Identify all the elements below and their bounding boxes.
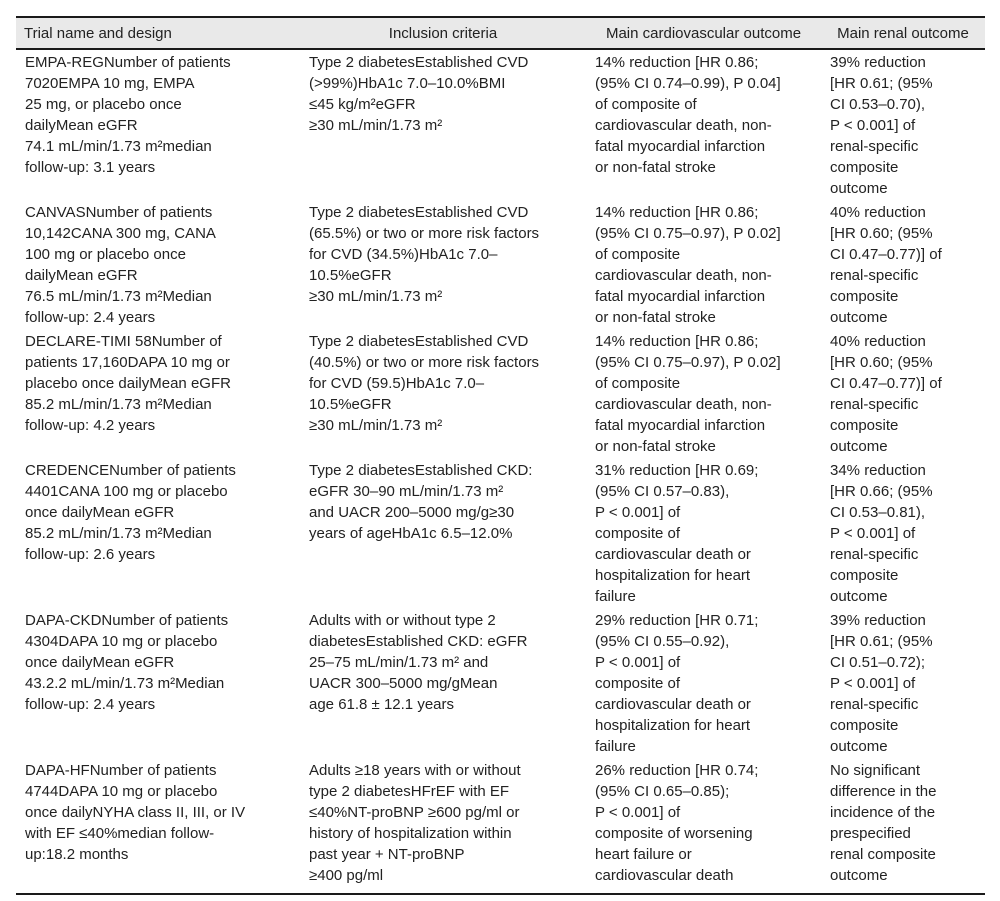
column-header-renal-outcome: Main renal outcome (821, 17, 985, 49)
table-row (16, 758, 985, 894)
cell-cardiovascular-outcome: 14% reduction [HR 0.86; (95% CI 0.74–0.99), P 0.04] of composite of cardiovascular death, non- fatal myocardial infarction or non-fatal stroke (595, 54, 781, 176)
cell-renal-outcome: 34% reduction [HR 0.66; (95% CI 0.53–0.81), P < 0.001] of renal-specific composite outcome (830, 462, 933, 605)
cell-renal-outcome: 40% reduction [HR 0.60; (95% CI 0.47–0.77)] of renal-specific composite outcome (830, 333, 942, 455)
cell-trial: CREDENCENumber of patients 4401CANA 100 mg or placebo once dailyMean eGFR 85.2 mL/min/1.73 m²Median follow-up: 2.6 years (25, 462, 236, 563)
column-header-inclusion: Inclusion criteria (300, 17, 586, 49)
cell-cardiovascular-outcome: 26% reduction [HR 0.74; (95% CI 0.65–0.85); P < 0.001] of composite of worsening heart failure or cardiovascular death (586, 758, 821, 894)
cell-inclusion: Adults with or without type 2 diabetesEstablished CKD: eGFR 25–75 mL/min/1.73 m² and UACR 300–5000 mg/gMean age 61.8 ± 12.1 years (309, 612, 528, 713)
cell-cardiovascular-outcome: 14% reduction [HR 0.86; (95% CI 0.75–0.97), P 0.02] of composite cardiovascular death, non- fatal myocardial infarction or non-fatal stroke (595, 204, 781, 326)
cell-trial: CANVASNumber of patients 10,142CANA 300 mg, CANA 100 mg or placebo once dailyMean eGFR 76.5 mL/min/1.73 m²Median follow-up: 2.4 years (25, 204, 216, 326)
cell-inclusion: Type 2 diabetesEstablished CVD (>99%)HbA1c 7.0–10.0%BMI ≤45 kg/m²eGFR ≥30 mL/min/1.73 m² (309, 54, 529, 134)
column-header-cardiovascular-outcome: Main cardiovascular outcome (586, 17, 821, 49)
table-row (16, 458, 985, 608)
table-body (16, 49, 985, 894)
cell-renal-outcome: 39% reduction [HR 0.61; (95% CI 0.53–0.70), P < 0.001] of renal-specific composite outcome (830, 54, 933, 197)
table-row (16, 200, 985, 329)
cell-trial: EMPA-REGNumber of patients 7020EMPA 10 mg, EMPA 25 mg, or placebo once dailyMean eGFR 74.1 mL/min/1.73 m²median follow-up: 3.1 years (25, 54, 231, 176)
cell-trial: DECLARE-TIMI 58Number of patients 17,160DAPA 10 mg or placebo once dailyMean eGFR 85.2 mL/min/1.73 m²Median follow-up: 4.2 years (25, 333, 231, 434)
cell-renal-outcome: 39% reduction [HR 0.61; (95% CI 0.51–0.72); P < 0.001] of renal-specific composite outcome (830, 612, 933, 755)
table-header (16, 17, 985, 49)
cell-renal-outcome: 40% reduction [HR 0.60; (95% CI 0.47–0.77)] of renal-specific composite outcome (830, 204, 942, 326)
trial-summary-table-container (16, 16, 985, 895)
cell-inclusion: Type 2 diabetesEstablished CVD (40.5%) or two or more risk factors for CVD (59.5)HbA1c 7.0– 10.5%eGFR ≥30 mL/min/1.73 m² (309, 333, 540, 434)
cell-trial: DAPA-CKDNumber of patients 4304DAPA 10 mg or placebo once dailyMean eGFR 43.2.2 mL/min/1.73 m²Median follow-up: 2.4 years (25, 612, 229, 713)
cell-cardiovascular-outcome: 14% reduction [HR 0.86; (95% CI 0.75–0.97), P 0.02] of composite cardiovascular death, non- fatal myocardial infarction or non-fatal stroke (595, 333, 781, 455)
cell-inclusion: Adults ≥18 years with or without type 2 diabetesHFrEF with EF ≤40%NT-proBNP ≥600 pg/ml or history of hospitalization within past year + NT-proBNP ≥400 pg/ml (300, 758, 586, 894)
column-header-trial: Trial name and design (16, 17, 300, 49)
cell-trial: DAPA-HFNumber of patients 4744DAPA 10 mg or placebo once dailyNYHA class II, III, or IV with EF ≤40%median follow- up:18.2 months (16, 758, 300, 894)
table-row (16, 329, 985, 458)
cell-inclusion: Type 2 diabetesEstablished CVD (65.5%) or two or more risk factors for CVD (34.5%)HbA1c 7.0– 10.5%eGFR ≥30 mL/min/1.73 m² (309, 204, 540, 305)
trial-summary-table (16, 16, 985, 895)
cell-inclusion: Type 2 diabetesEstablished CKD: eGFR 30–90 mL/min/1.73 m² and UACR 200–5000 mg/g≥30 years of ageHbA1c 6.5–12.0% (309, 462, 533, 542)
table-row (16, 49, 985, 200)
table-row (16, 608, 985, 758)
header-row (16, 17, 985, 49)
cell-cardiovascular-outcome: 29% reduction [HR 0.71; (95% CI 0.55–0.92), P < 0.001] of composite of cardiovascular death or hospitalization for heart failure (595, 612, 759, 755)
cell-renal-outcome: No significant difference in the incidence of the prespecified renal composite outcome (821, 758, 985, 894)
cell-cardiovascular-outcome: 31% reduction [HR 0.69; (95% CI 0.57–0.83), P < 0.001] of composite of cardiovascular death or hospitalization for heart failure (595, 462, 759, 605)
